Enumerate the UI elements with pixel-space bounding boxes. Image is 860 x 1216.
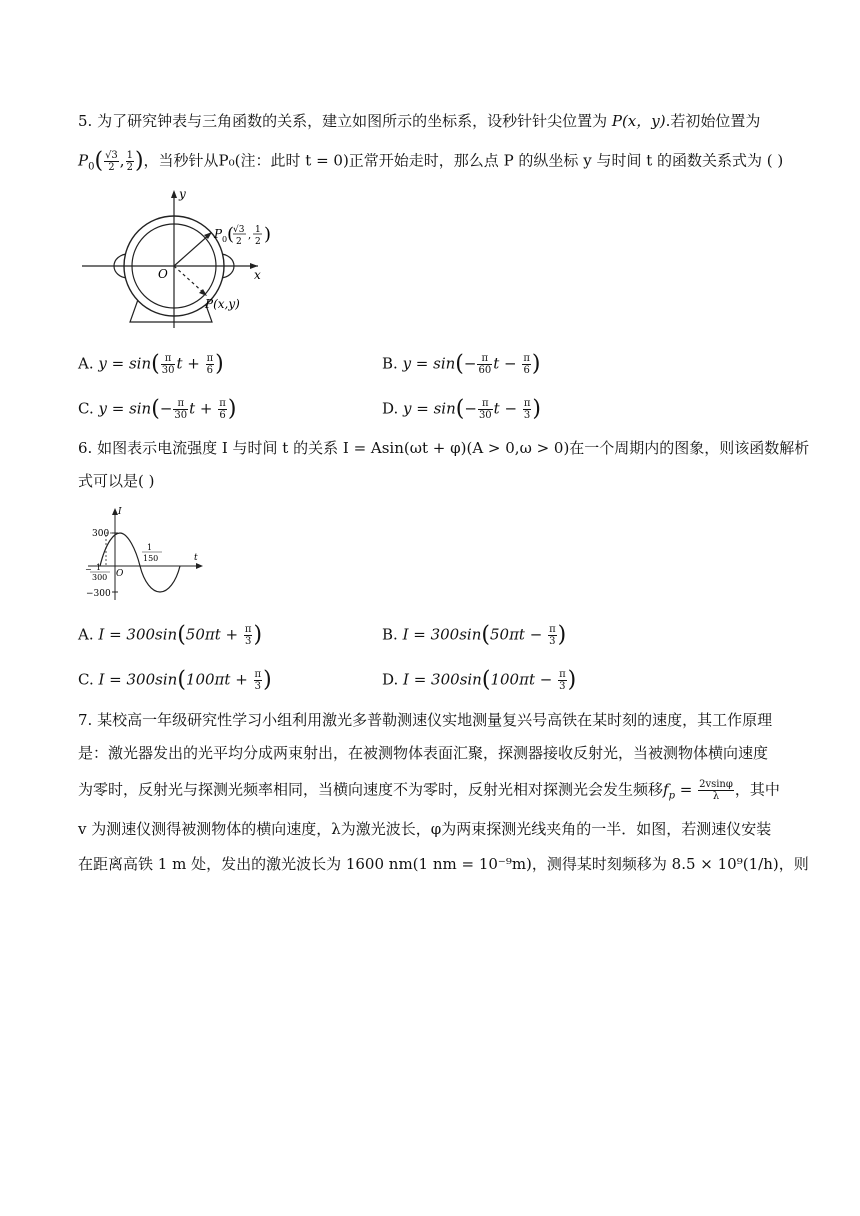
- q5-option-d[interactable]: D. y = sin(− $\frac{\pi}{30}$ t − $\frac{\pi}{3}$ ): [382, 396, 541, 422]
- sine-y-bottom: −300: [86, 589, 111, 599]
- q6-option-a-expr: I = 300sin: [98, 625, 178, 644]
- q5-p0-sub: 0: [88, 161, 95, 173]
- sine-origin-label: O: [116, 569, 124, 579]
- q7-line2: 是：激光器发出的光平均分成两束射出，在被测物体表面汇聚，探测器接收反射光，当被测物体横向速度: [78, 744, 769, 762]
- sine-x-label: t: [194, 553, 198, 563]
- q5-p0-frac2: $\frac{1}{2}$: [126, 150, 133, 173]
- q6-option-c-expr: I = 300sin: [98, 670, 178, 689]
- q5-line2-text: ，当秒针从P₀(注：此时 t = 0)正常开始走时，那么点 P 的纵坐标 y 与时间 t 的函数关系式为 ( ): [143, 151, 784, 170]
- q7-fp: f: [663, 780, 669, 799]
- sine-left-sign: −: [85, 565, 92, 574]
- q6-option-d-expr: I = 300sin: [403, 670, 482, 689]
- option-b-label: B.: [382, 354, 403, 373]
- clock-x-label: x: [254, 268, 261, 282]
- q5-line1-point: P(x，y): [611, 112, 666, 130]
- clock-origin-label: O: [158, 267, 168, 281]
- clock-p0-f2-den: 2: [255, 237, 261, 247]
- q7-line5: 在距离高铁 1 m 处，发出的激光波长为 1600 nm(1 nm = 10⁻⁹m)，测得某时刻频移为 8.5 × 10⁹(1/h)，则: [78, 855, 809, 873]
- q5-p0: P: [78, 151, 89, 170]
- q6-option-a-label: A.: [78, 625, 99, 644]
- option-d-label: D.: [382, 399, 404, 418]
- clock-p-label: P(x,y): [205, 297, 240, 311]
- q6-option-a[interactable]: A. I = 300sin(50πt + $\frac{\pi}{3}$ ): [78, 622, 263, 648]
- sine-right-num: 1: [147, 543, 153, 552]
- q6-option-c[interactable]: C. I = 300sin(100πt + $\frac{\pi}{3}$ ): [78, 667, 272, 693]
- sine-left-den: 300: [92, 573, 108, 582]
- sine-y-top: 300: [92, 529, 110, 539]
- q7-line3-text: 为零时，反射光与探测光频率相同，当横向速度不为零时，反射光相对探测光会发生频移: [78, 780, 664, 799]
- sine-figure: [82, 506, 212, 602]
- clock-p0-sub: 0: [222, 235, 228, 244]
- q6-option-b[interactable]: B. I = 300sin(50πt − $\frac{\pi}{3}$ ): [382, 622, 567, 648]
- q6-option-d-label: D.: [382, 670, 404, 689]
- clock-p0-f1-den: 2: [236, 237, 242, 247]
- option-c-expr: y = sin: [98, 399, 152, 418]
- q5-line1-prefix: 5. 为了研究钟表与三角函数的关系，建立如图所示的坐标系，设秒针针尖位置为: [78, 112, 612, 130]
- option-d-expr: y = sin: [403, 399, 456, 418]
- clock-p0-paren-l: (: [227, 224, 235, 245]
- clock-p0-f2-num: 1: [255, 225, 261, 235]
- q6-line2: 式可以是( ): [78, 472, 155, 490]
- option-c-label: C.: [78, 399, 99, 418]
- q5-line2: $P_0$( $\frac{√3}{2}$ , $\frac{1}{2}$ )，当秒针从P₀(注：此时 t = 0)正常开始走时，那么点 P 的纵坐标 y 与时间 t 的函数关系式为 ( ): [78, 148, 784, 174]
- q6-option-d[interactable]: D. I = 300sin(100πt − $\frac{\pi}{3}$ ): [382, 667, 577, 693]
- q6-option-c-label: C.: [78, 670, 99, 689]
- q7-line4: v 为测速仪测得被测物体的横向速度，λ为激光波长，φ为两束探测光线夹角的一半．如图，若测速仪安装: [78, 820, 772, 838]
- q7-line3: 为零时，反射光与探测光频率相同，当横向速度不为零时，反射光相对探测光会发生频移$f_p$ = $\frac{2vsin\varphi}{\lambda}$ ，其中: [78, 779, 780, 802]
- q6-option-b-expr: I = 300sin: [402, 625, 482, 644]
- clock-p0-label: P: [214, 227, 223, 241]
- clock-p0-paren-r: ): [264, 224, 272, 245]
- option-a-expr: y = sin: [98, 354, 152, 373]
- q7-line1: 7. 某校高一年级研究性学习小组利用激光多普勒测速仪实地测量复兴号高铁在某时刻的速度，其工作原理: [78, 711, 773, 729]
- q6-option-b-label: B.: [382, 625, 403, 644]
- sine-right-den: 150: [143, 554, 159, 563]
- q5-option-b[interactable]: B. y = sin(− $\frac{\pi}{60}$ t − $\frac{\pi}{6}$ ): [382, 351, 541, 377]
- clock-figure: [78, 186, 288, 328]
- q5-line1: [78, 111, 760, 131]
- clock-p0-f1-num: √3: [233, 225, 245, 235]
- q5-p0-frac1: $\frac{√3}{2}$: [105, 150, 118, 173]
- option-a-label: A.: [78, 354, 99, 373]
- sine-left-num: 1: [96, 563, 102, 572]
- clock-p0-comma: ,: [248, 230, 252, 241]
- q5-line1-suffix: .若初始位置为: [665, 112, 761, 130]
- option-b-expr: y = sin: [402, 354, 456, 373]
- clock-y-label: y: [179, 187, 186, 201]
- sine-y-label: I: [118, 507, 122, 517]
- q5-option-c[interactable]: C. y = sin(− $\frac{\pi}{30}$ t + $\frac{\pi}{6}$ ): [78, 396, 237, 422]
- q6-line1: 6. 如图表示电流强度 I 与时间 t 的关系 I = Asin(ωt + φ)(A > 0,ω > 0)在一个周期内的图象，则该函数解析: [78, 439, 810, 457]
- q5-option-a[interactable]: A. y = sin( $\frac{\pi}{30}$ t + $\frac{\pi}{6}$ ): [78, 351, 224, 377]
